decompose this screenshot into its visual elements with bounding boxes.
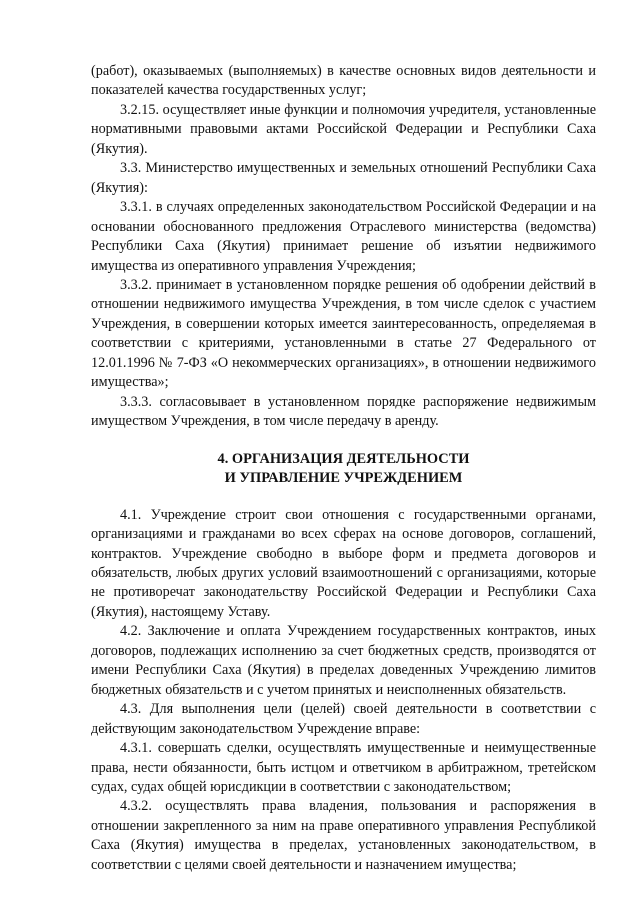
paragraph-4-1: 4.1. Учреждение строит свои отношения с государственными органами, организациями и гражданами во всех сферах на основе договоров, соглашений, контрактов. Учреждение свободно в выборе форм и предмета договоров и обязательств, любых других условий взаимоотношений с организациями, которые не противоречат законодательству Российской Федерации и Республики Саха (Якутия), настоящему Уставу.: [91, 506, 596, 620]
section-heading-line2: И УПРАВЛЕНИЕ УЧРЕЖДЕНИЕМ: [224, 469, 463, 486]
paragraph-4-2: 4.2. Заключение и оплата Учреждением государственных контрактов, иных договоров, подлежащих исполнению за счет бюджетных средств, производятся от имени Республики Саха (Якутия) в пределах доведенных Учреждению лимитов бюджетных обязательств и с учетом принятых и неисполненных обязательств.: [91, 623, 596, 698]
document-page: [91, 62, 596, 875]
paragraph-3-3-2: 3.3.2. принимает в установленном порядке решения об одобрении действий в отношении недвижимого имущества Учреждения, в том числе сделок с участием Учреждения, в совершении которых имеется заинтересованность, определяемая в соответствии с критериями, установленными в статье 27 Федерального от 12.01.1996 № 7-ФЗ «О некоммерческих организациях», в отношении недвижимого имущества»;: [91, 276, 596, 391]
paragraph-3-3-3: 3.3.3. согласовывает в установленном порядке распоряжение недвижимым имуществом Учреждения, в том числе передачу в аренду.: [91, 393, 596, 430]
paragraph-3-2-15: 3.2.15. осуществляет иные функции и полномочия учредителя, установленные нормативными правовыми актами Российской Федерации и Республики Саха (Якутия).: [91, 101, 596, 157]
paragraph-continuation: (работ), оказываемых (выполняемых) в качестве основных видов деятельности и показателей качества государственных услуг;: [91, 63, 596, 99]
paragraph-4-3-1: 4.3.1. совершать сделки, осуществлять имущественные и неимущественные права, нести обязанности, быть истцом и ответчиком в арбитражном, третейском судах, судах общей юрисдикции в соответствии с законодательством;: [91, 740, 596, 795]
section-heading: [91, 432, 596, 506]
paragraph-4-3: 4.3. Для выполнения цели (целей) своей деятельности в соответствии с действующим законодательством Учреждение вправе:: [91, 701, 596, 737]
paragraph-3-3-1: 3.3.1. в случаях определенных законодательством Российской Федерации и на основании обоснованного предложения Отраслевого министерства (ведомства) Республики Саха (Якутия) принимает решение об изъятии недвижимого имущества из оперативного управления Учреждения;: [91, 199, 596, 274]
paragraph-3-3: 3.3. Министерство имущественных и земельных отношений Республики Саха (Якутия):: [91, 160, 596, 196]
section-heading-line1: 4. ОРГАНИЗАЦИЯ ДЕЯТЕЛЬНОСТИ: [217, 450, 470, 467]
paragraph-4-3-2: 4.3.2. осуществлять права владения, пользования и распоряжения в отношении закрепленного за ним на праве оперативного управления Республикой Саха (Якутия) имущества в пределах, установленных законодательством, в соответствии с целями своей деятельности и назначением имущества;: [91, 798, 596, 873]
